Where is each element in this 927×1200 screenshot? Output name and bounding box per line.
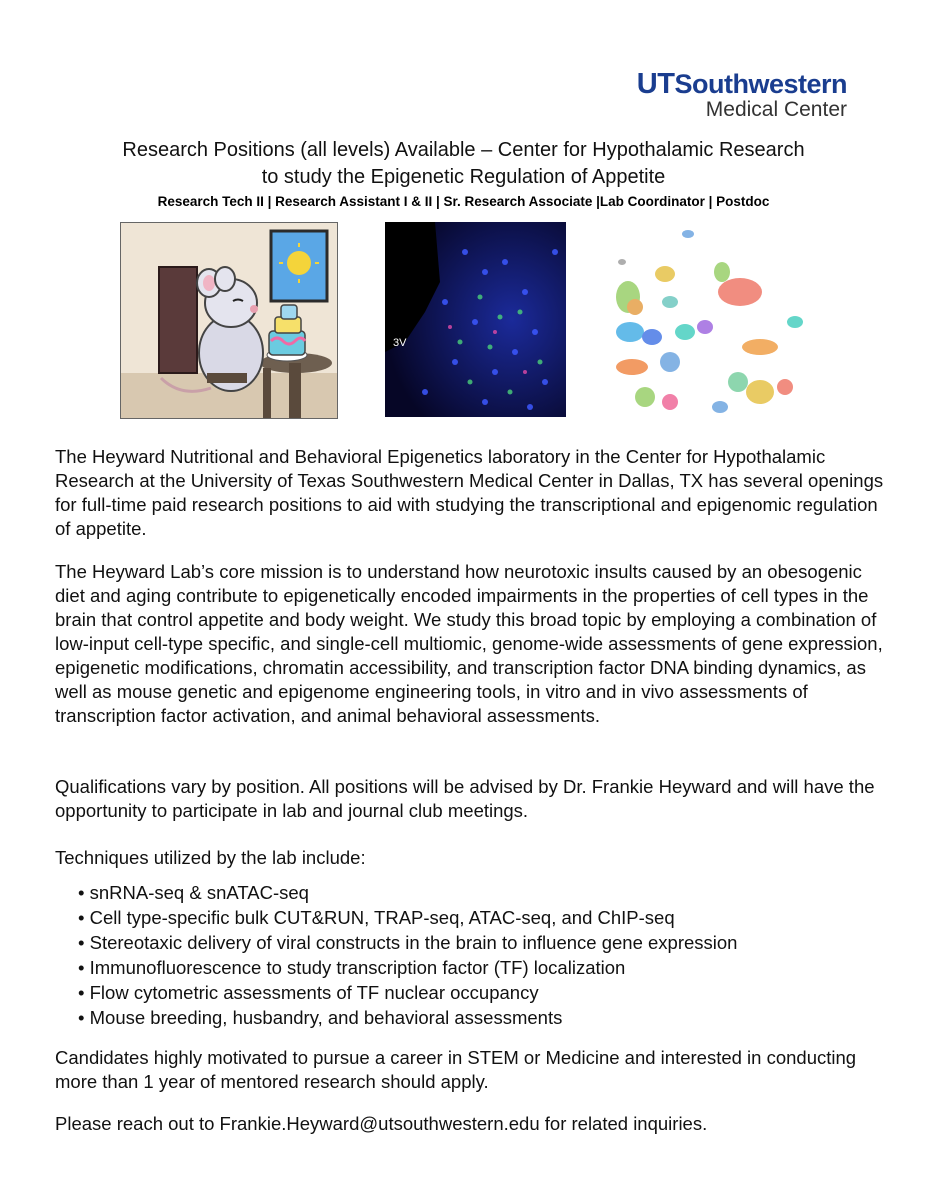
technique-label: Cell type-specific bulk CUT&RUN, TRAP-seq, ATAC-seq, and ChIP-seq [89, 907, 675, 928]
techniques-list [78, 880, 878, 1030]
micrograph-image [385, 222, 566, 417]
intro-paragraph [55, 445, 885, 541]
candidates-paragraph [55, 1046, 885, 1094]
logo-wordmark [637, 70, 847, 98]
list-item: • Stereotaxic delivery of viral constructs in the brain to influence gene expression [78, 932, 738, 953]
logo-ut: UT [636, 68, 675, 100]
qualifications-paragraph [55, 775, 885, 823]
techniques-heading [55, 846, 885, 870]
mission-text: The Heyward Lab’s core mission is to understand how neurotoxic insults caused by an obesogenic diet and aging contribute to epigenetically encoded impairments in the properties of cell types in the brain that control appetite and body weight. We study this broad topic by employing a combination of low-input cell-type specific, and single-cell multiomic, genome-wide assessments of gene expression, epigenetic modifications, chromatin accessibility, and transcription factor DNA binding dynamics, as well as mouse genetic and epigenome engineering tools, in vitro and in vivo assessments of transcription factor activation, and animal behavioral assessments. [55, 561, 883, 726]
technique-label: Flow cytometric assessments of TF nuclear occupancy [89, 982, 539, 1003]
page-title [0, 137, 927, 212]
micrograph-figure [385, 222, 566, 417]
list-item: • Cell type-specific bulk CUT&RUN, TRAP-seq, ATAC-seq, and ChIP-seq [78, 907, 675, 928]
technique-label: Immunofluorescence to study transcription factor (TF) localization [89, 957, 626, 978]
list-item: • Mouse breeding, husbandry, and behavioral assessments [78, 1007, 563, 1028]
third-ventricle-label: 3V [393, 337, 407, 349]
technique-label: snRNA-seq & snATAC-seq [89, 882, 309, 903]
position-list: Research Tech II | Research Assistant I & II | Sr. Research Associate |Lab Coordinator | Postdoc [157, 194, 770, 209]
technique-label: Mouse breeding, husbandry, and behavioral assessments [89, 1007, 563, 1028]
technique-label: Stereotaxic delivery of viral constructs in the brain to influence gene expression [89, 932, 738, 953]
mission-paragraph [55, 560, 885, 728]
contact-paragraph [55, 1112, 885, 1136]
techniques-intro-text: Techniques utilized by the lab include: [55, 847, 366, 868]
intro-text: The Heyward Nutritional and Behavioral Epigenetics laboratory in the Center for Hypothalamic Research at the University of Texas Southwestern Medical Center in Dallas, TX has several openings for full-time paid research positions to aid with studying the transcriptional and epigenomic regulation of appetite. [55, 446, 884, 539]
mouse-cake-cartoon [120, 222, 338, 419]
qualifications-text: Qualifications vary by position. All positions will be advised by Dr. Frankie Heyward and will have the opportunity to participate in lab and journal club meetings. [55, 776, 875, 821]
logo-southwestern: Southwestern [674, 69, 847, 99]
title-line-2: to study the Epigenetic Regulation of Appetite [261, 166, 666, 188]
title-line-1: Research Positions (all levels) Available – Center for Hypothalamic Research [122, 139, 805, 161]
logo-subtitle: Medical Center [705, 98, 847, 121]
list-item: • Immunofluorescence to study transcription factor (TF) localization [78, 957, 626, 978]
contact-text: Please reach out to Frankie.Heyward@utsouthwestern.edu for related inquiries. [55, 1113, 708, 1134]
list-item: • Flow cytometric assessments of TF nuclear occupancy [78, 982, 539, 1003]
cluster-plot-image [610, 222, 816, 417]
list-item: • snRNA-seq & snATAC-seq [78, 882, 309, 903]
utsw-logo [637, 70, 847, 122]
mouse-cake-illustration [121, 223, 337, 418]
candidates-text: Candidates highly motivated to pursue a career in STEM or Medicine and interested in conducting more than 1 year of mentored research should apply. [55, 1047, 857, 1092]
cluster-plot-figure [610, 222, 816, 417]
